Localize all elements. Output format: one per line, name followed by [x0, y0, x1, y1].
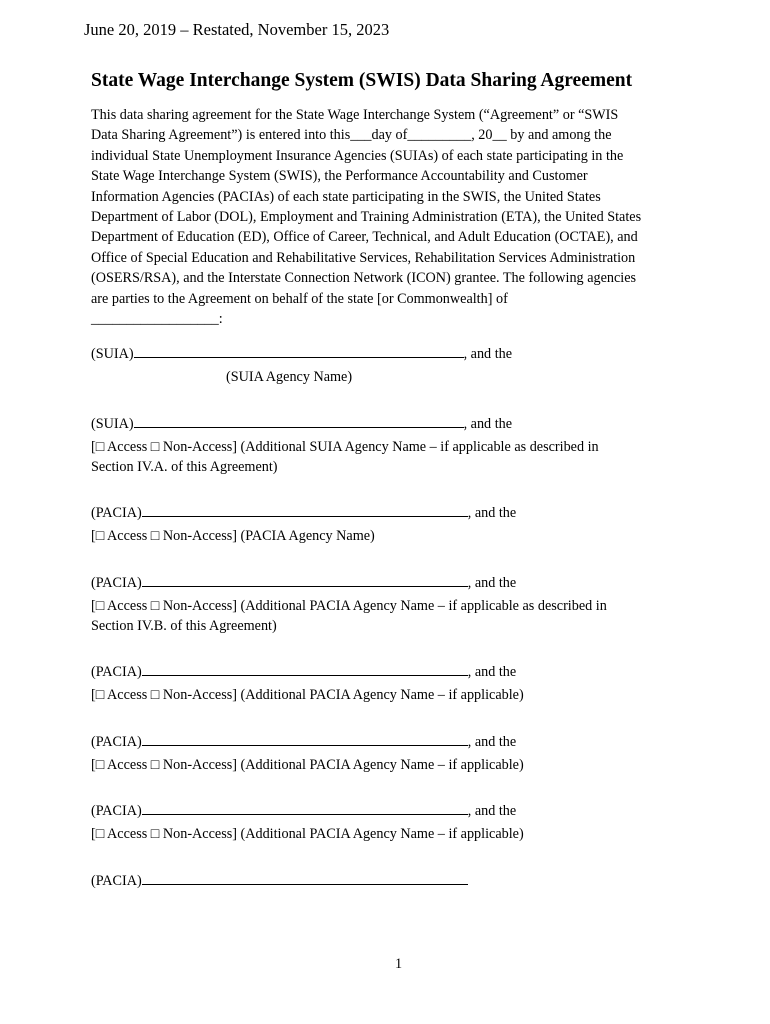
intro-line: (OSERS/RSA), and the Interstate Connection Network (ICON) grantee. The following agencies — [91, 270, 637, 287]
agency-entry-suia-2 — [91, 415, 512, 433]
agency-type-label: (PACIA) — [91, 505, 142, 521]
intro-line: This data sharing agreement for the State Wage Interchange System (“Agreement” or “SWIS — [91, 107, 619, 123]
entry-suffix: , and the — [467, 734, 517, 750]
entry-suffix: , and the — [467, 803, 517, 819]
agency-type-label: (PACIA) — [91, 734, 142, 750]
agency-name-blank[interactable] — [142, 872, 468, 885]
agency-subcaption — [91, 437, 599, 478]
agency-name-blank[interactable] — [142, 504, 468, 517]
document-title: State Wage Interchange System (SWIS) Data Sharing Agreement — [91, 70, 633, 91]
intro-line: Department of Labor (DOL), Employment and Training Administration (ETA), the United States — [91, 209, 642, 226]
entry-suffix: , and the — [463, 416, 513, 432]
agency-subcaption: [□ Access □ Non-Access] (PACIA Agency Name) — [91, 528, 375, 544]
entry-suffix: , and the — [467, 575, 517, 591]
agency-name-blank[interactable] — [142, 574, 468, 587]
agency-entry-pacia-2 — [91, 574, 516, 592]
agency-name-blank[interactable] — [142, 663, 468, 676]
subcaption-line: [□ Access □ Non-Access] (Additional SUIA Agency Name – if applicable as described in — [91, 439, 599, 455]
agency-entry-pacia-5 — [91, 802, 516, 820]
agency-name-blank[interactable] — [142, 733, 468, 746]
intro-paragraph — [91, 105, 691, 329]
agency-type-label: (PACIA) — [91, 803, 142, 819]
entry-suffix: , and the — [467, 664, 517, 680]
agency-subcaption: [□ Access □ Non-Access] (Additional PACIA Agency Name – if applicable) — [91, 757, 524, 773]
agency-subcaption: [□ Access □ Non-Access] (Additional PACIA Agency Name – if applicable) — [91, 687, 524, 703]
agency-entry-pacia-4 — [91, 733, 516, 751]
intro-line: are parties to the Agreement on behalf of the state [or Commonwealth] of — [91, 290, 508, 307]
agency-type-label: (PACIA) — [91, 664, 142, 680]
agency-entry-pacia-6 — [91, 872, 468, 890]
agency-name-blank[interactable] — [142, 802, 468, 815]
intro-line: Data Sharing Agreement”) is entered into this___day of_________, 20__ by and among the — [91, 127, 612, 144]
intro-line: __________________: — [91, 311, 223, 328]
agency-entry-suia-1 — [91, 345, 512, 363]
agency-subcaption — [91, 596, 607, 637]
intro-line: State Wage Interchange System (SWIS), the Performance Accountability and Customer — [91, 168, 588, 185]
agency-name-blank[interactable] — [134, 415, 464, 428]
subcaption-line: Section IV.B. of this Agreement) — [91, 618, 277, 635]
agency-subcaption: [□ Access □ Non-Access] (Additional PACIA Agency Name – if applicable) — [91, 826, 524, 842]
intro-line: Information Agencies (PACIAs) of each state participating in the SWIS, the United States — [91, 188, 601, 205]
subcaption-line: Section IV.A. of this Agreement) — [91, 459, 278, 476]
intro-line: Department of Education (ED), Office of Career, Technical, and Adult Education (OCTAE), and — [91, 229, 638, 246]
agency-type-label: (PACIA) — [91, 873, 142, 889]
subcaption-line: [□ Access □ Non-Access] (Additional PACIA Agency Name – if applicable as described in — [91, 598, 607, 614]
agency-entry-pacia-1 — [91, 504, 516, 522]
entry-suffix: , and the — [467, 505, 517, 521]
agency-type-label: (PACIA) — [91, 575, 142, 591]
page-number: 1 — [395, 956, 403, 972]
intro-line: Office of Special Education and Rehabilitative Services, Rehabilitation Services Administration — [91, 249, 636, 266]
agency-type-label: (SUIA) — [91, 346, 134, 362]
agency-type-label: (SUIA) — [91, 416, 134, 432]
entry-suffix: , and the — [463, 346, 513, 362]
agency-subcaption: (SUIA Agency Name) — [226, 369, 353, 385]
intro-line: individual State Unemployment Insurance Agencies (SUIAs) of each state participating in the — [91, 147, 624, 164]
agency-entry-pacia-3 — [91, 663, 516, 681]
agency-name-blank[interactable] — [134, 345, 464, 358]
document-header-date: June 20, 2019 – Restated, November 15, 2023 — [84, 20, 390, 39]
